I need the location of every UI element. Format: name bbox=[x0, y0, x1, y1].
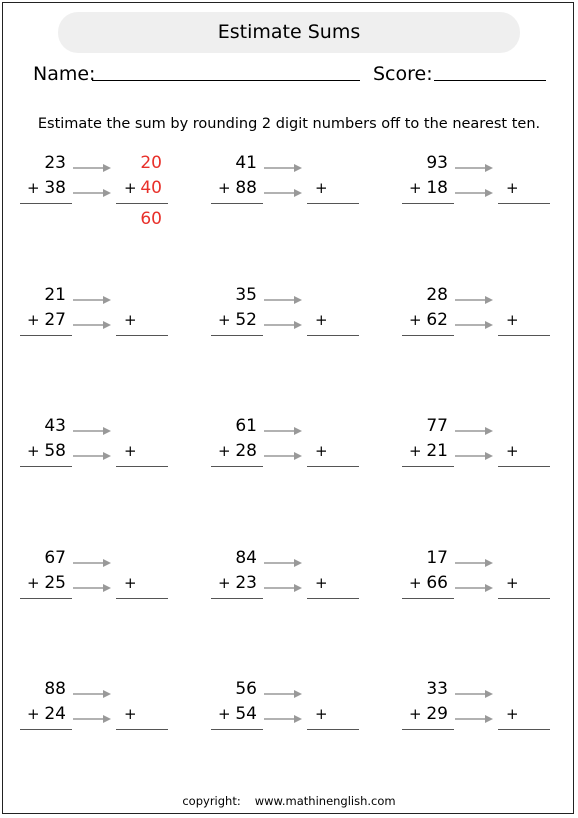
name-field[interactable] bbox=[92, 80, 360, 81]
plus-sign: + bbox=[409, 705, 422, 723]
problem bbox=[400, 414, 560, 514]
top-addend: 88 bbox=[44, 679, 66, 699]
plus-sign: + bbox=[27, 311, 40, 329]
instruction-text: Estimate the sum by rounding 2 digit numbers off to the nearest ten. bbox=[37, 116, 541, 132]
name-label: Name: bbox=[33, 63, 96, 85]
sum-line bbox=[402, 466, 454, 467]
bottom-addend: 29 bbox=[426, 704, 448, 724]
arrow-right-icon bbox=[73, 183, 113, 193]
sum-line bbox=[20, 203, 72, 204]
problem bbox=[209, 151, 369, 251]
plus-sign: + bbox=[218, 442, 231, 460]
bottom-addend: 28 bbox=[235, 441, 257, 461]
problem bbox=[400, 151, 560, 251]
estimated-sum-answer: 60 bbox=[140, 209, 162, 229]
problem bbox=[18, 414, 178, 514]
arrow-right-icon bbox=[73, 315, 113, 325]
bottom-addend: 66 bbox=[426, 573, 448, 593]
arrow-right-icon bbox=[264, 421, 304, 431]
arrow-right-icon bbox=[455, 446, 495, 456]
bottom-addend: 18 bbox=[426, 178, 448, 198]
arrow-right-icon bbox=[455, 158, 495, 168]
estimate-line[interactable] bbox=[498, 335, 550, 336]
score-label: Score: bbox=[373, 63, 433, 85]
arrow-right-icon bbox=[455, 421, 495, 431]
arrow-right-icon bbox=[264, 553, 304, 563]
arrow-right-icon bbox=[73, 290, 113, 300]
arrow-right-icon bbox=[455, 709, 495, 719]
plus-sign: + bbox=[218, 574, 231, 592]
arrow-right-icon bbox=[264, 578, 304, 588]
bottom-addend: 54 bbox=[235, 704, 257, 724]
copyright-label: copyright: bbox=[182, 794, 241, 808]
plus-sign: + bbox=[124, 442, 137, 460]
plus-sign: + bbox=[506, 311, 519, 329]
arrow-right-icon bbox=[264, 290, 304, 300]
plus-sign: + bbox=[315, 705, 328, 723]
estimate-line[interactable] bbox=[116, 466, 168, 467]
bottom-addend: 88 bbox=[235, 178, 257, 198]
plus-sign: + bbox=[124, 311, 137, 329]
plus-sign: + bbox=[409, 442, 422, 460]
rounded-top-answer: 20 bbox=[140, 153, 162, 173]
bottom-addend: 52 bbox=[235, 310, 257, 330]
arrow-right-icon bbox=[455, 290, 495, 300]
plus-sign: + bbox=[124, 179, 137, 197]
arrow-right-icon bbox=[455, 578, 495, 588]
arrow-right-icon bbox=[264, 183, 304, 193]
top-addend: 41 bbox=[235, 153, 257, 173]
sum-line bbox=[20, 466, 72, 467]
top-addend: 67 bbox=[44, 548, 66, 568]
problem bbox=[209, 546, 369, 646]
estimate-line[interactable] bbox=[307, 335, 359, 336]
estimate-line[interactable] bbox=[307, 203, 359, 204]
plus-sign: + bbox=[27, 179, 40, 197]
arrow-right-icon bbox=[73, 684, 113, 694]
problem bbox=[209, 677, 369, 777]
problem bbox=[400, 546, 560, 646]
arrow-right-icon bbox=[73, 709, 113, 719]
plus-sign: + bbox=[409, 179, 422, 197]
sum-line bbox=[20, 729, 72, 730]
arrow-right-icon bbox=[455, 553, 495, 563]
arrow-right-icon bbox=[455, 183, 495, 193]
bottom-addend: 27 bbox=[44, 310, 66, 330]
arrow-right-icon bbox=[455, 684, 495, 694]
plus-sign: + bbox=[315, 574, 328, 592]
sum-line bbox=[211, 335, 263, 336]
estimate-line[interactable] bbox=[116, 598, 168, 599]
top-addend: 77 bbox=[426, 416, 448, 436]
sum-line bbox=[211, 203, 263, 204]
top-addend: 17 bbox=[426, 548, 448, 568]
top-addend: 61 bbox=[235, 416, 257, 436]
plus-sign: + bbox=[124, 705, 137, 723]
plus-sign: + bbox=[506, 705, 519, 723]
bottom-addend: 21 bbox=[426, 441, 448, 461]
problem bbox=[18, 283, 178, 383]
bottom-addend: 38 bbox=[44, 178, 66, 198]
bottom-addend: 23 bbox=[235, 573, 257, 593]
score-field[interactable] bbox=[434, 80, 546, 81]
top-addend: 93 bbox=[426, 153, 448, 173]
estimate-line[interactable] bbox=[307, 729, 359, 730]
problem bbox=[18, 677, 178, 777]
estimate-line[interactable] bbox=[307, 466, 359, 467]
estimate-line[interactable] bbox=[498, 466, 550, 467]
top-addend: 21 bbox=[44, 285, 66, 305]
plus-sign: + bbox=[218, 179, 231, 197]
problem bbox=[209, 414, 369, 514]
problem bbox=[400, 677, 560, 777]
plus-sign: + bbox=[409, 311, 422, 329]
plus-sign: + bbox=[506, 574, 519, 592]
plus-sign: + bbox=[218, 311, 231, 329]
estimate-line[interactable] bbox=[498, 598, 550, 599]
sum-line bbox=[211, 729, 263, 730]
plus-sign: + bbox=[27, 442, 40, 460]
rounded-bottom-answer: 40 bbox=[140, 178, 162, 198]
plus-sign: + bbox=[315, 442, 328, 460]
top-addend: 84 bbox=[235, 548, 257, 568]
sum-line bbox=[20, 598, 72, 599]
arrow-right-icon bbox=[73, 553, 113, 563]
sum-line bbox=[402, 598, 454, 599]
problem bbox=[18, 546, 178, 646]
estimate-line[interactable] bbox=[307, 598, 359, 599]
arrow-right-icon bbox=[73, 446, 113, 456]
plus-sign: + bbox=[124, 574, 137, 592]
sum-line bbox=[211, 466, 263, 467]
top-addend: 35 bbox=[235, 285, 257, 305]
arrow-right-icon bbox=[73, 578, 113, 588]
sum-line bbox=[402, 203, 454, 204]
arrow-right-icon bbox=[73, 158, 113, 168]
site-link[interactable]: www.mathinenglish.com bbox=[254, 794, 396, 808]
plus-sign: + bbox=[315, 311, 328, 329]
sum-line bbox=[20, 335, 72, 336]
plus-sign: + bbox=[27, 705, 40, 723]
estimate-line[interactable] bbox=[116, 335, 168, 336]
top-addend: 43 bbox=[44, 416, 66, 436]
top-addend: 56 bbox=[235, 679, 257, 699]
arrow-right-icon bbox=[264, 684, 304, 694]
problem bbox=[18, 151, 178, 251]
arrow-right-icon bbox=[264, 709, 304, 719]
top-addend: 28 bbox=[426, 285, 448, 305]
footer bbox=[0, 794, 578, 808]
worksheet-title: Estimate Sums bbox=[58, 12, 520, 53]
bottom-addend: 62 bbox=[426, 310, 448, 330]
plus-sign: + bbox=[506, 179, 519, 197]
arrow-right-icon bbox=[264, 158, 304, 168]
estimate-line[interactable] bbox=[116, 729, 168, 730]
bottom-addend: 24 bbox=[44, 704, 66, 724]
estimate-line[interactable] bbox=[116, 203, 168, 204]
plus-sign: + bbox=[27, 574, 40, 592]
sum-line bbox=[211, 598, 263, 599]
top-addend: 23 bbox=[44, 153, 66, 173]
arrow-right-icon bbox=[264, 446, 304, 456]
arrow-right-icon bbox=[455, 315, 495, 325]
arrow-right-icon bbox=[73, 421, 113, 431]
arrow-right-icon bbox=[264, 315, 304, 325]
problem bbox=[400, 283, 560, 383]
problem bbox=[209, 283, 369, 383]
plus-sign: + bbox=[218, 705, 231, 723]
sum-line bbox=[402, 729, 454, 730]
estimate-line[interactable] bbox=[498, 203, 550, 204]
plus-sign: + bbox=[409, 574, 422, 592]
sum-line bbox=[402, 335, 454, 336]
bottom-addend: 25 bbox=[44, 573, 66, 593]
plus-sign: + bbox=[506, 442, 519, 460]
bottom-addend: 58 bbox=[44, 441, 66, 461]
plus-sign: + bbox=[315, 179, 328, 197]
top-addend: 33 bbox=[426, 679, 448, 699]
estimate-line[interactable] bbox=[498, 729, 550, 730]
